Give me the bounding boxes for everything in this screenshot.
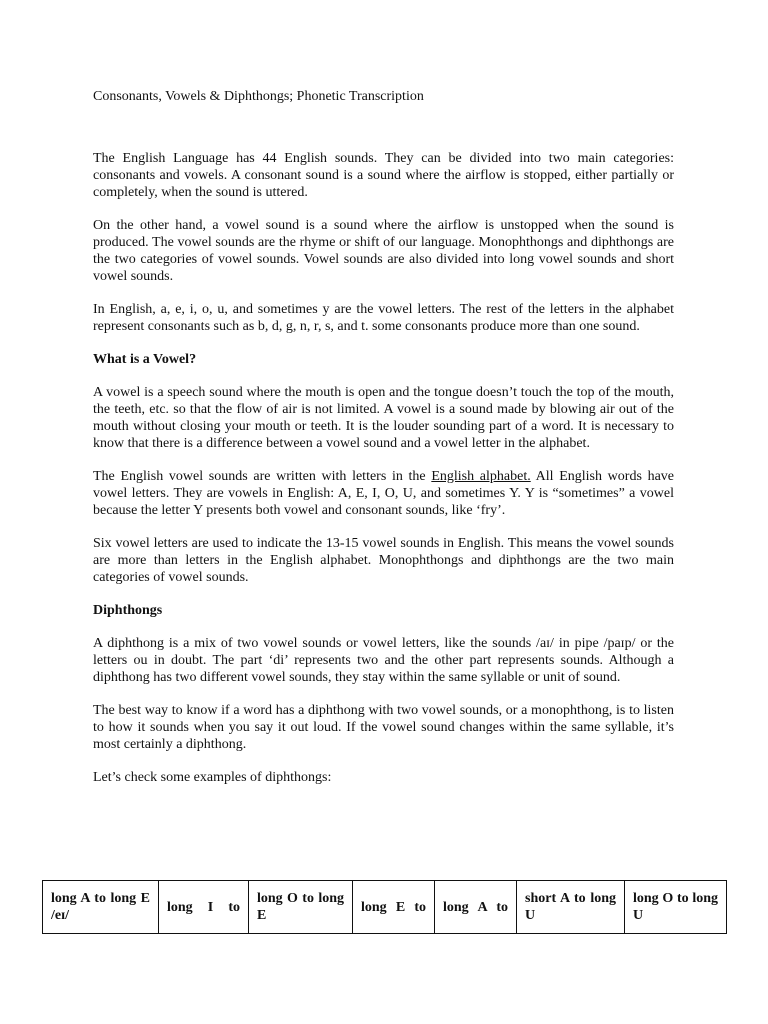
table-cell: long I to: [159, 881, 249, 934]
document-body: [93, 150, 674, 802]
paragraph-text-end: All English words have vowel letters. They are vowels in English: A, E, I, O, U, and sometimes Y. Y is “sometimes” a vowel because the letter Y presents both vowel and consonant sounds, like ‘fry’.: [93, 469, 674, 518]
document-title: Consonants, Vowels & Diphthongs; Phonetic Transcription: [93, 89, 424, 104]
table-cell: long A to: [435, 881, 517, 934]
table-cell: long A to long E /eɪ/: [43, 881, 159, 934]
paragraph-examples-intro: Let’s check some examples of diphthongs:: [93, 770, 332, 785]
heading-diphthongs: Diphthongs: [93, 603, 163, 618]
paragraph-vowel-letters: In English, a, e, i, o, u, and sometimes y are the vowel letters. The rest of the letters in the alphabet represent consonants such as b, d, g, n, r, s, and t. some consonants produce more than one sound.: [93, 302, 674, 334]
diphthong-examples-table: [42, 880, 727, 934]
paragraph-diphthong-definition: A diphthong is a mix of two vowel sounds or vowel letters, like the sounds /aɪ/ in pipe /paɪp/ or the letters ou in doubt. The part ‘di’ represents two and the other part represents sounds. Although a diphthong has two different vowel sounds, they stay within the same syllable or unit of sound.: [93, 636, 674, 685]
table-cell: short A to long U: [517, 881, 625, 934]
paragraph-vowel-sound: On the other hand, a vowel sound is a sound where the airflow is unstopped when the sound is produced. The vowel sounds are the rhyme or shift of our language. Monophthongs and diphthongs are the two categories of vowel sounds. Vowel sounds are also divided into long vowel sounds and short vowel sounds.: [93, 218, 674, 284]
paragraph-six-vowel-letters: Six vowel letters are used to indicate the 13-15 vowel sounds in English. This means the vowel sounds are more than letters in the English alphabet. Monophthongs and diphthongs are the two main categories of vowel sounds.: [93, 536, 674, 585]
table-cell: long E to: [353, 881, 435, 934]
paragraph-text-start: The English vowel sounds are written with letters in the: [93, 469, 432, 484]
table-cell: long O to long E: [249, 881, 353, 934]
paragraph-vowel-definition: A vowel is a speech sound where the mouth is open and the tongue doesn’t touch the top of the mouth, the teeth, etc. so that the flow of air is not limited. A vowel is a sound made by blowing air out of the mouth without closing your mouth or teeth. It is the louder sounding part of a word. It is necessary to know that there is a difference between a vowel sound and a vowel letter in the alphabet.: [93, 385, 674, 451]
english-alphabet-link[interactable]: English alphabet.: [431, 469, 531, 484]
heading-what-is-a-vowel: What is a Vowel?: [93, 352, 197, 367]
paragraph-intro: The English Language has 44 English sounds. They can be divided into two main categories: consonants and vowels. A consonant sound is a sound where the airflow is stopped, either partially or completely, when the sound is uttered.: [93, 151, 674, 200]
table-cell: long O to long U: [625, 881, 727, 934]
table-row: [43, 881, 727, 934]
paragraph-english-vowels: [93, 468, 674, 519]
paragraph-diphthong-test: The best way to know if a word has a diphthong with two vowel sounds, or a monophthong, is to listen to how it sounds when you say it out loud. If the vowel sound changes within the same syllable, it’s most certainly a diphthong.: [93, 703, 674, 752]
